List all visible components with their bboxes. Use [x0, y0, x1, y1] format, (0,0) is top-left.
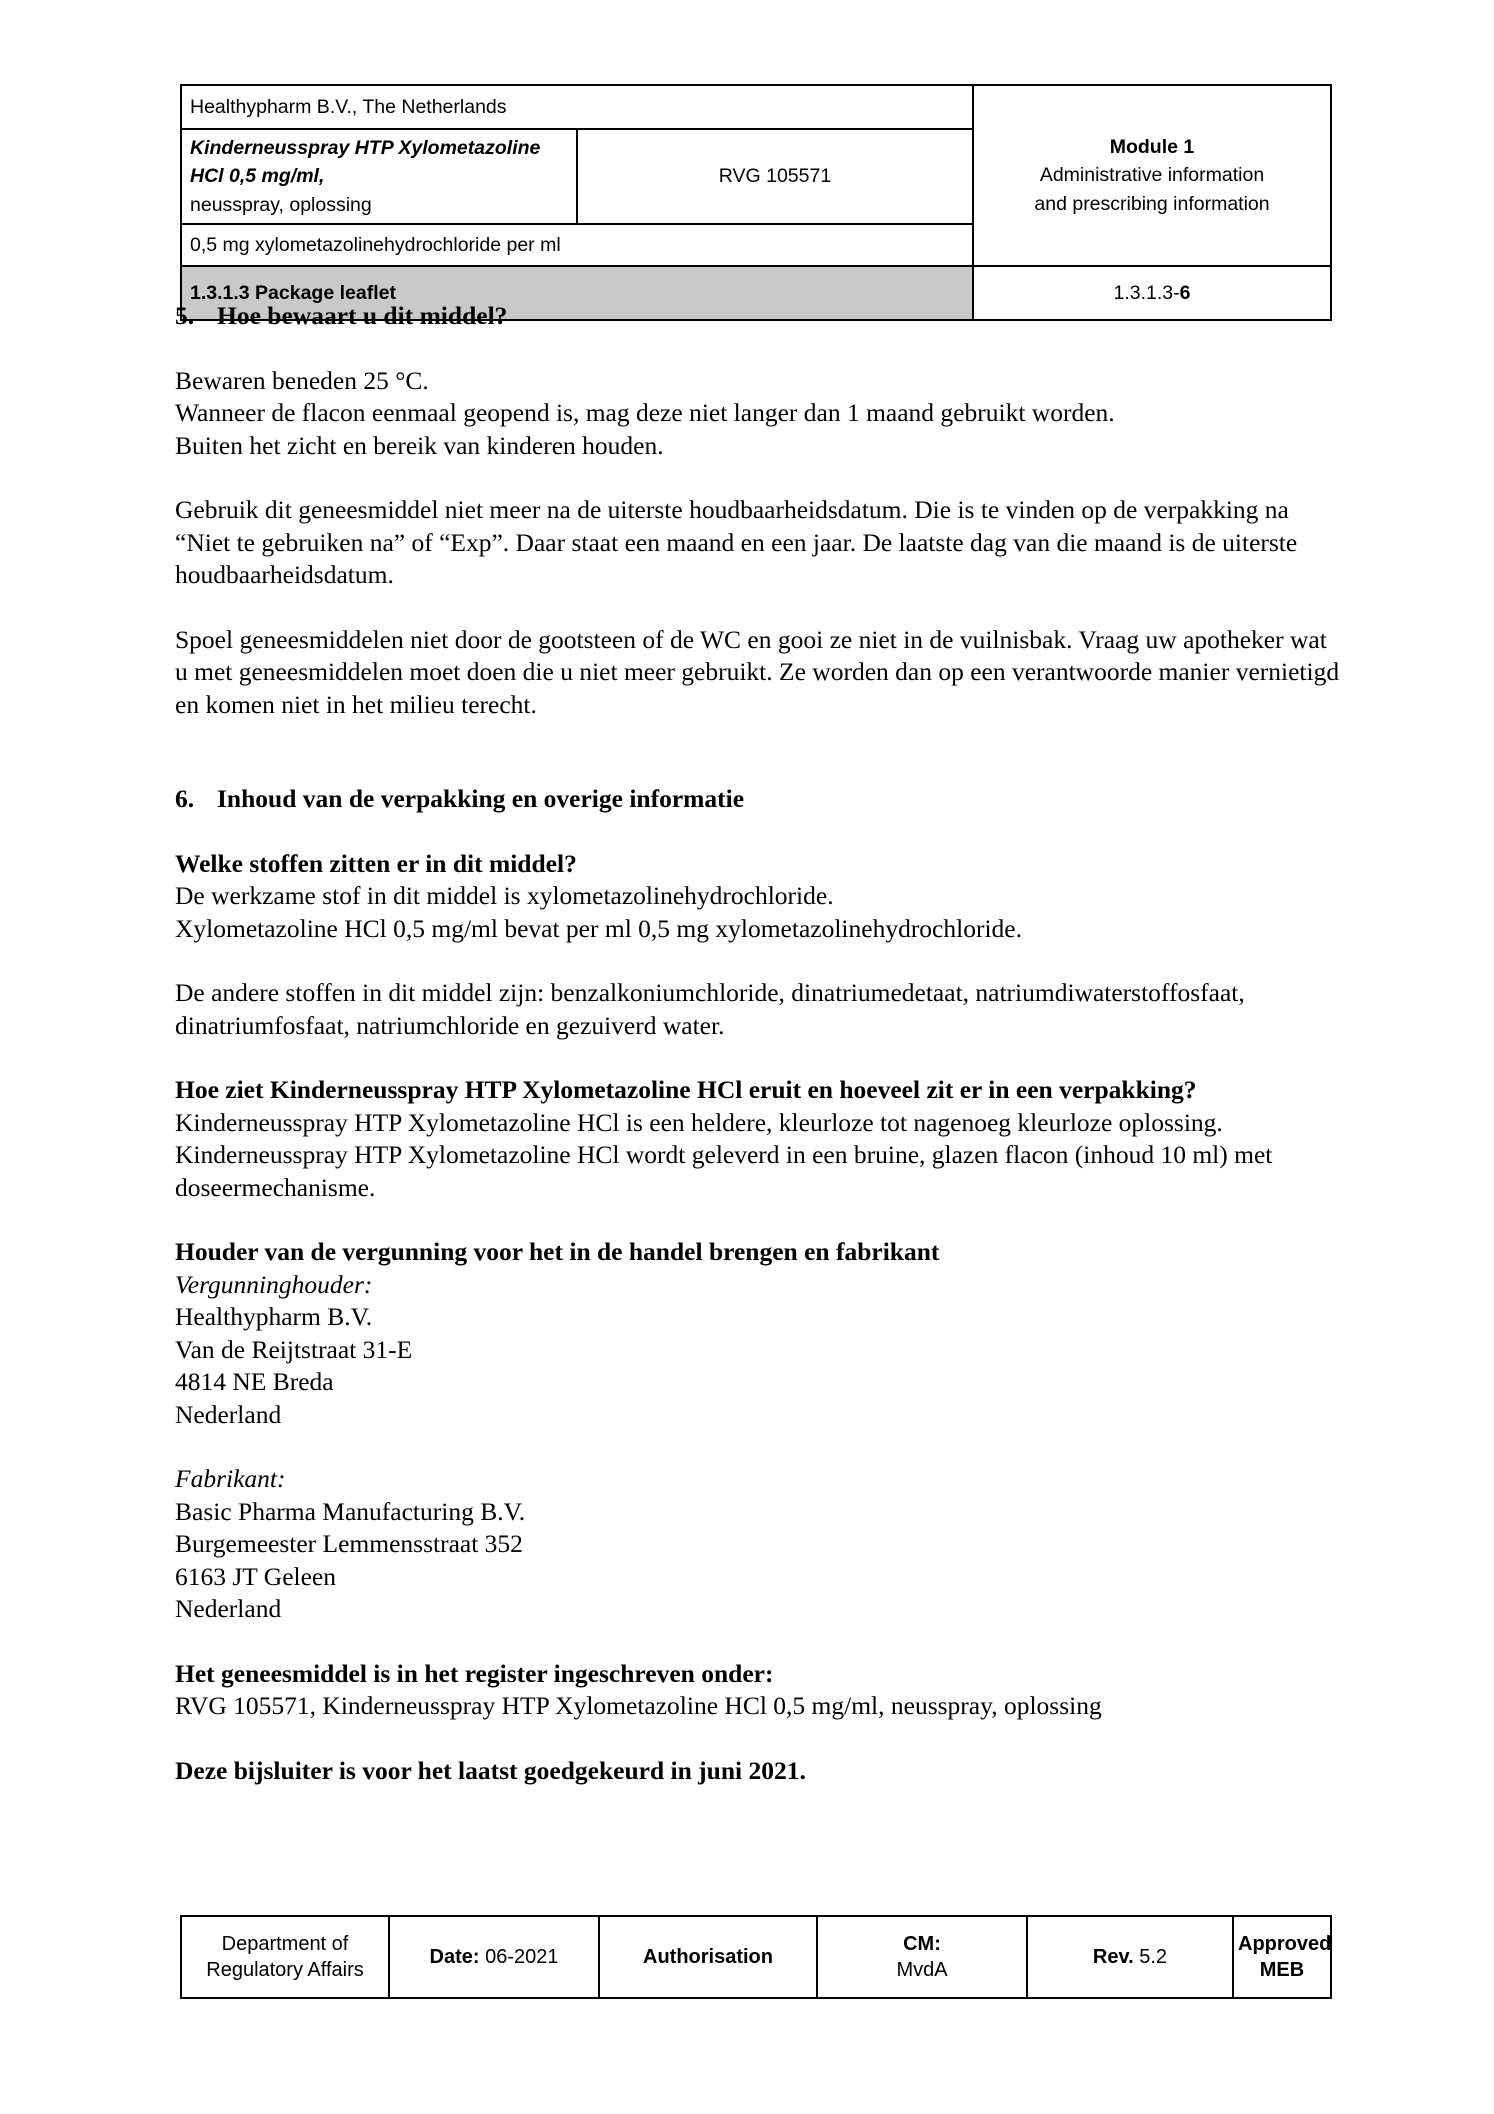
footer-department-line2: Regulatory Affairs: [206, 1959, 364, 1981]
footer-rev-label: Rev.: [1092, 1946, 1134, 1968]
footer-cm-value: MvdA: [896, 1959, 948, 1981]
spacer: [175, 1042, 1340, 1074]
holder-line-4: Nederland: [175, 1399, 282, 1429]
header-product-name-text: Kinderneusspray HTP Xylometazoline HCl 0,5 mg/ml,: [190, 137, 541, 188]
footer-date-label: Date:: [429, 1946, 480, 1968]
substances-line-1: De werkzame stof in dit middel is xylometazolinehydrochloride.: [175, 881, 834, 910]
section-6-title: Inhoud van de verpakking en overige informatie: [217, 784, 745, 813]
header-section-title: 1.3.1.3 Package leaflet: [181, 266, 973, 320]
spacer: [175, 1431, 1340, 1463]
manufacturer-line-3: 6163 JT Geleen: [175, 1561, 336, 1591]
header-strength-cell: 0,5 mg xylometazolinehydrochloride per ml: [181, 224, 973, 266]
approval-line: Deze bijsluiter is voor het laatst goedgekeurd in juni 2021.: [175, 1755, 806, 1785]
spacer: [175, 945, 1340, 977]
storage-line-2: Wanneer de flacon eenmaal geopend is, mag deze niet langer dan 1 maand gebruikt worden.: [175, 398, 1115, 427]
manufacturer-label: Fabrikant:: [175, 1464, 286, 1493]
footer-rev-value: 5.2: [1139, 1946, 1168, 1968]
holder-line-3: 4814 NE Breda: [175, 1367, 334, 1396]
substances-heading: Welke stoffen zitten er in dit middel?: [175, 848, 577, 878]
footer-approved-cell: Approved MEB: [1233, 1916, 1331, 1998]
leaflet-body: [175, 300, 1340, 1787]
header-row-company: [181, 85, 1331, 129]
substances-line-2: Xylometazoline HCl 0,5 mg/ml bevat per ml 0,5 mg xylometazolinehydrochloride.: [175, 913, 1022, 943]
manufacturer-line-2: Burgemeester Lemmensstraat 352: [175, 1529, 523, 1558]
holder-heading: Houder van de vergunning voor het in de handel brengen en fabrikant: [175, 1237, 940, 1266]
appearance-line-2: Kinderneusspray HTP Xylometazoline HCl wordt geleverd in een bruine, glazen flacon (inhoud 10 ml) met doseermechanisme.: [175, 1140, 1273, 1202]
disposal-paragraph: Spoel geneesmiddelen niet door de gootsteen of de WC en gooi ze niet in de vuilnisbak. Vraag uw apotheker wat u met geneesmiddelen moet doen die u niet meer gebruikt. Ze worden dan op een verantwoorde manier vernietigd en komen niet in het milieu terecht.: [175, 624, 1340, 719]
document-footer-table: [180, 1915, 1332, 1999]
holder-line-1: Healthypharm B.V.: [175, 1302, 373, 1331]
footer-department-cell: [181, 1916, 389, 1998]
spacer: [175, 816, 1340, 848]
header-product-cell: [181, 129, 577, 224]
section-6-number: 6.: [175, 784, 195, 813]
section-5-heading: [175, 300, 1340, 333]
storage-line-1: Bewaren beneden 25 °C.: [175, 365, 429, 395]
spacer: [175, 1626, 1340, 1658]
section-5-title: Hoe bewaart u dit middel?: [217, 301, 508, 330]
appearance-heading: Hoe ziet Kinderneusspray HTP Xylometazoline HCl eruit en hoeveel zit er in een verpakking?: [175, 1075, 1197, 1104]
holder-label: Vergunninghouder:: [175, 1269, 373, 1299]
spacer: [175, 721, 1340, 783]
page-ref-number: 6: [1179, 281, 1191, 304]
section-6-heading: [175, 783, 1340, 816]
manufacturer-line-4: Nederland: [175, 1594, 282, 1623]
footer-cm-cell: [817, 1916, 1027, 1998]
section-5-number: 5.: [175, 301, 195, 330]
footer-department-line1: Department of: [221, 1933, 349, 1955]
footer-cm-label: CM:: [903, 1933, 941, 1955]
footer-date-cell: [389, 1916, 599, 1998]
footer-rev-cell: [1027, 1916, 1233, 1998]
spacer: [175, 592, 1340, 624]
header-module-cell: [973, 85, 1331, 266]
footer-date-value: 06-2021: [485, 1946, 559, 1968]
header-module-line1: Administrative information: [1039, 164, 1265, 187]
header-product-form: neusspray, oplossing: [190, 193, 372, 216]
document-header-table: [180, 84, 1332, 321]
spacer: [175, 333, 1340, 365]
spacer: [175, 462, 1340, 494]
footer-row: [181, 1916, 1331, 1998]
spacer: [175, 1204, 1340, 1236]
footer-authorisation-cell: Authorisation: [599, 1916, 817, 1998]
register-line: RVG 105571, Kinderneusspray HTP Xylometazoline HCl 0,5 mg/ml, neusspray, oplossing: [175, 1691, 1102, 1720]
holder-line-2: Van de Reijtstraat 31-E: [175, 1334, 413, 1364]
other-substances-paragraph: De andere stoffen in dit middel zijn: benzalkoniumchloride, dinatriumedetaat, natriumdiwaterstoffosfaat, dinatriumfosfaat, natriumchloride en gezuiverd water.: [175, 978, 1245, 1040]
header-company-cell: Healthypharm B.V., The Netherlands: [181, 85, 973, 129]
page-ref-prefix: 1.3.1.3-: [1113, 281, 1180, 304]
header-rvg-cell: RVG 105571: [577, 129, 973, 224]
header-module-line2: and prescribing information: [1034, 192, 1270, 215]
spacer: [175, 1723, 1340, 1755]
header-module-title: Module 1: [1109, 136, 1195, 158]
manufacturer-line-1: Basic Pharma Manufacturing B.V.: [175, 1496, 526, 1526]
expiry-paragraph: Gebruik dit geneesmiddel niet meer na de uiterste houdbaarheidsdatum. Die is te vinden op de verpakking na “Niet te gebruiken na” of “Exp”. Daar staat een maand en een jaar. De laatste dag van die maand is de uiterste houdbaarheidsdatum.: [175, 495, 1298, 589]
storage-line-3: Buiten het zicht en bereik van kinderen houden.: [175, 430, 664, 460]
header-product-name: [190, 137, 540, 187]
appearance-line-1: Kinderneusspray HTP Xylometazoline HCl is een heldere, kleurloze tot nagenoeg kleurloze oplossing.: [175, 1107, 1223, 1137]
register-heading: Het geneesmiddel is in het register ingeschreven onder:: [175, 1658, 774, 1688]
